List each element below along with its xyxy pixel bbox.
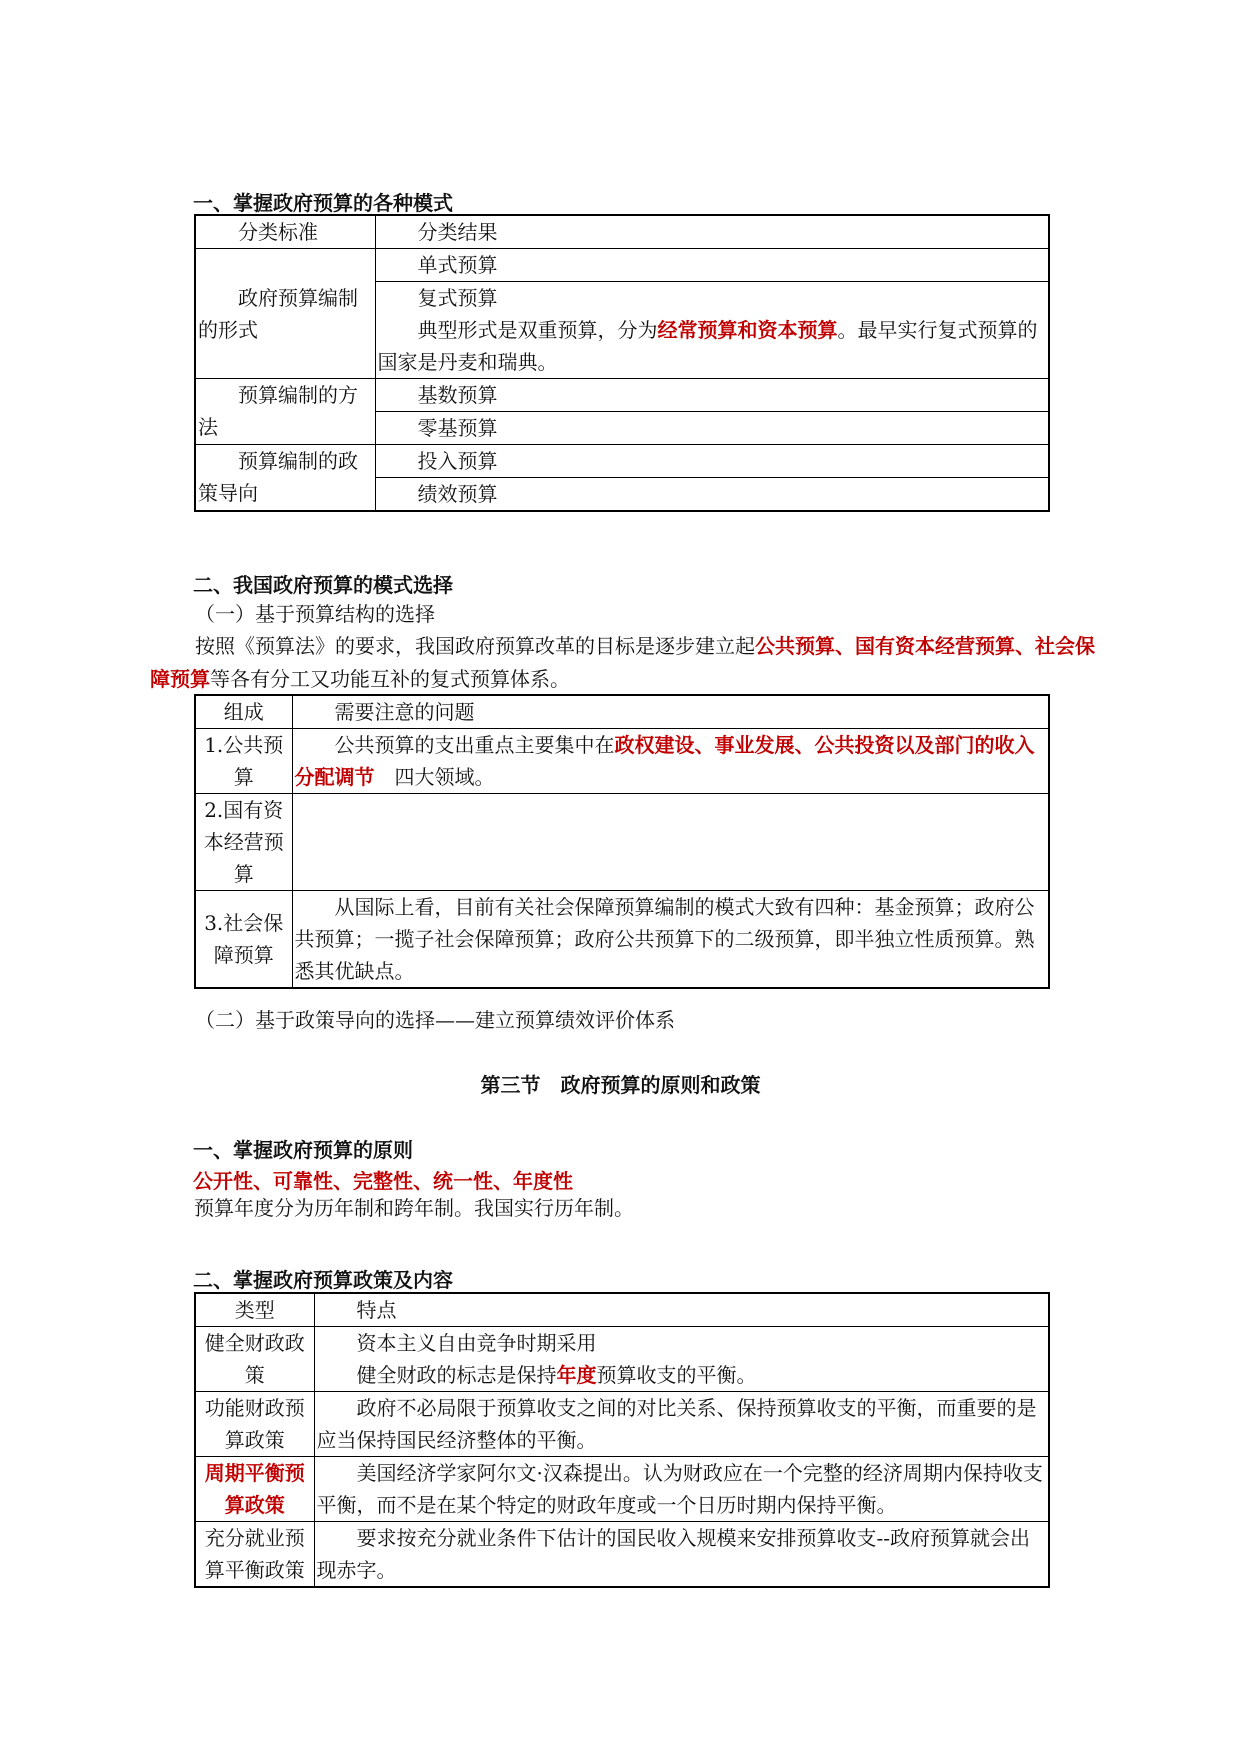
- compound-budget-label: 复式预算: [417, 286, 498, 310]
- policy-cyclical-balance-features: 美国经济学家阿尔文·汉森提出。认为财政应在一个完整的经济周期内保持收支平衡，而不是在某个特定的财政年度或一个日历时期内保持平衡。: [314, 1457, 1049, 1522]
- group-method: 预算编制的方法: [195, 379, 375, 445]
- component-social-security: 3.社会保障预算: [195, 891, 292, 989]
- group-policy: 预算编制的政策导向: [195, 445, 375, 512]
- row-compound-budget: [375, 282, 1049, 379]
- fiscal-year-note: 预算年度分为历年制和跨年制。我国实行历年制。: [194, 1196, 634, 1220]
- header-features: 特点: [314, 1293, 1049, 1327]
- components-table: [194, 694, 1050, 989]
- section-title-choice: 二、我国政府预算的模式选择: [193, 573, 453, 597]
- section-title-principles: 一、掌握政府预算的原则: [193, 1138, 413, 1162]
- budget-modes-table: [194, 214, 1050, 512]
- policy-sound-finance-features: [314, 1327, 1049, 1392]
- row-performance-budget: 绩效预算: [375, 478, 1049, 512]
- policy-sound-finance: 健全财政政策: [195, 1327, 314, 1392]
- header-criteria: 分类标准: [195, 215, 375, 249]
- compound-budget-note: 典型形式是双重预算，分为经常预算和资本预算。最早实行复式预算的国家是丹麦和瑞典。: [377, 318, 1038, 374]
- row-zero-base-budget: 零基预算: [375, 412, 1049, 445]
- section-title-modes: 一、掌握政府预算的各种模式: [193, 191, 453, 215]
- policy-table: [194, 1292, 1050, 1588]
- subtitle-structure: （一）基于预算结构的选择: [195, 602, 435, 626]
- policy-cyclical-balance: 周期平衡预算政策: [195, 1457, 314, 1522]
- row-single-budget: 单式预算: [375, 249, 1049, 282]
- group-form: 政府预算编制的形式: [195, 249, 375, 379]
- component-state-capital: 2.国有资本经营预算: [195, 794, 292, 891]
- component-state-capital-note: [292, 794, 1049, 891]
- header-type: 类型: [195, 1293, 314, 1327]
- header-notes: 需要注意的问题: [292, 695, 1049, 729]
- component-social-security-note: 从国际上看，目前有关社会保障预算编制的模式大致有四种：基金预算；政府公共预算；一揽子社会保障预算；政府公共预算下的二级预算，即半独立性质预算。熟悉其优缺点。: [292, 891, 1049, 989]
- policy-full-employment-features: 要求按充分就业条件下估计的国民收入规模来安排预算收支--政府预算就会出现赤字。: [314, 1522, 1049, 1588]
- sound-finance-line-2: 健全财政的标志是保持年度预算收支的平衡。: [356, 1363, 757, 1387]
- principles-list: 公开性、可靠性、完整性、统一性、年度性: [193, 1169, 573, 1193]
- policy-functional-finance: 功能财政预算政策: [195, 1392, 314, 1457]
- row-input-budget: 投入预算: [375, 445, 1049, 478]
- header-result: 分类结果: [375, 215, 1049, 249]
- sound-finance-line-1: 资本主义自由竞争时期采用: [356, 1331, 597, 1355]
- structure-paragraph: 按照《预算法》的要求，我国政府预算改革的目标是逐步建立起公共预算、国有资本经营预算、社会保障预算等各有分工又功能互补的复式预算体系。: [150, 634, 1095, 691]
- policy-functional-finance-features: 政府不必局限于预算收支之间的对比关系、保持预算收支的平衡，而重要的是应当保持国民经济整体的平衡。: [314, 1392, 1049, 1457]
- row-base-budget: 基数预算: [375, 379, 1049, 412]
- chapter-section-title: 第三节 政府预算的原则和政策: [480, 1073, 761, 1097]
- policy-full-employment: 充分就业预算平衡政策: [195, 1522, 314, 1588]
- section-title-policies: 二、掌握政府预算政策及内容: [193, 1268, 453, 1292]
- header-component: 组成: [195, 695, 292, 729]
- subtitle-policy-orientation: （二）基于政策导向的选择——建立预算绩效评价体系: [195, 1008, 675, 1032]
- component-public: 1.公共预算: [195, 729, 292, 794]
- component-public-note: 公共预算的支出重点主要集中在政权建设、事业发展、公共投资以及部门的收入分配调节 四大领域。: [292, 729, 1049, 794]
